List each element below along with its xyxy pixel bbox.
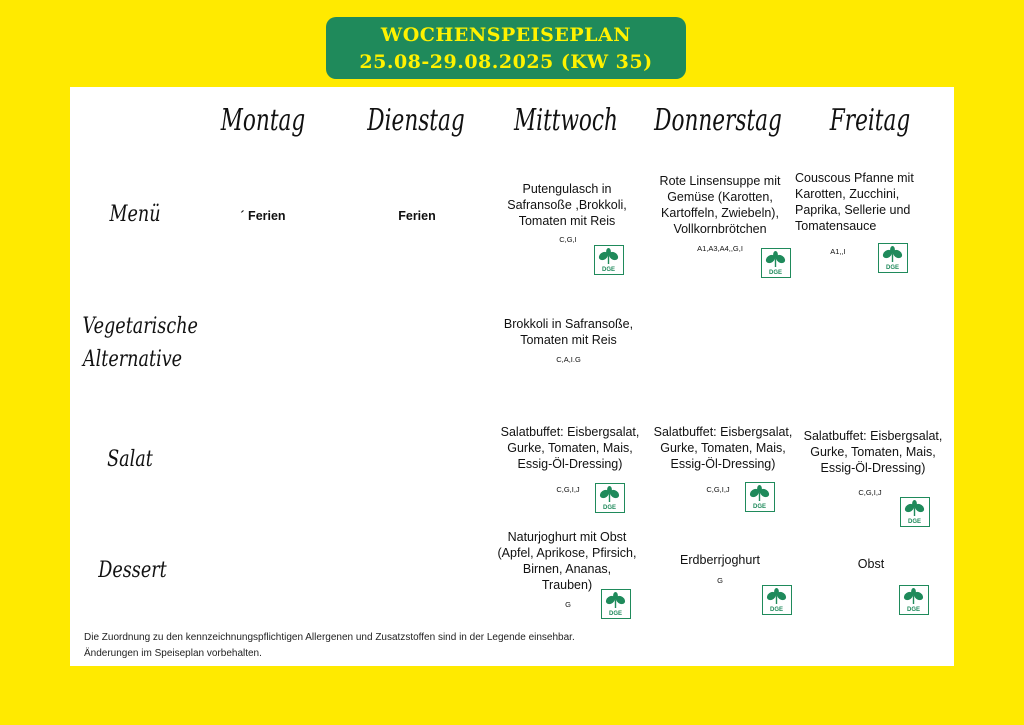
day-header-montag: Montag (220, 103, 306, 138)
salat-freitag: Salatbuffet: Eisbergsalat, Gurke, Tomaten, Mais, Essig-Öl-Dressing) (803, 429, 943, 475)
menu-freitag: Couscous Pfanne mit Karotten, Zucchini, Paprika, Sellerie und Tomatensauce (795, 171, 914, 233)
salat-mittwoch-allergens: C,G,I,J (556, 485, 580, 494)
day-header-donnerstag: Donnerstag (654, 103, 782, 138)
svg-text:DGE: DGE (907, 519, 922, 525)
allergen-note: Die Zuordnung zu den kennzeichnungspflichtigen Allergenen und Zusatzstoffen sind in der Legende einsehbar. (84, 632, 575, 643)
day-header-dienstag: Dienstag (367, 103, 465, 138)
dessert-mittwoch: Naturjoghurt mit Obst (Apfel, Aprikose, Pfirsich, Birnen, Ananas, Trauben) (497, 530, 637, 592)
svg-text:DGE: DGE (885, 265, 900, 271)
day-header-mittwoch: Mittwoch (514, 103, 618, 138)
dge-logo-icon (595, 483, 625, 513)
dge-logo-icon (762, 585, 792, 615)
dessert-donnerstag-allergens: G (717, 576, 723, 585)
salat-freitag-allergens: C,G,I,J (858, 488, 882, 497)
day-header-freitag: Freitag (829, 103, 911, 138)
row-label-salat: Salat (107, 447, 153, 472)
row-label-dessert: Dessert (98, 558, 167, 583)
dge-logo-icon (761, 248, 791, 278)
menu-dienstag: Ferien (398, 209, 436, 223)
row-label-alternative: Alternative (82, 347, 183, 372)
menu-donnerstag: Rote Linsensuppe mit Gemüse (Karotten, Kartoffeln, Zwiebeln), Vollkornbrötchen (659, 174, 781, 236)
row-label-menu: Menü (109, 202, 161, 227)
dge-logo-icon (900, 497, 930, 527)
menu-freitag-allergens: A1,,I (830, 247, 846, 256)
salat-donnerstag-allergens: C,G,I,J (706, 485, 730, 494)
page-title: WOCHENSPEISEPLAN (380, 24, 632, 46)
veg-mittwoch-allergens: C,A,I.G (556, 355, 581, 364)
menu-montag: ´ Ferien (240, 209, 286, 223)
menu-donnerstag-allergens: A1,A3,A4,,G,I (697, 244, 743, 253)
dge-logo-icon (601, 589, 631, 619)
svg-text:DGE: DGE (768, 270, 783, 276)
changes-note: Änderungen im Speiseplan vorbehalten. (84, 648, 262, 659)
dessert-mittwoch-allergens: G (565, 600, 571, 609)
salat-donnerstag: Salatbuffet: Eisbergsalat, Gurke, Tomaten, Mais, Essig-Öl-Dressing) (653, 425, 793, 471)
svg-text:DGE: DGE (752, 504, 767, 510)
dessert-donnerstag: Erdberrjoghurt (680, 553, 760, 567)
week-dates: 25.08-29.08.2025 (KW 35) (359, 51, 653, 73)
svg-text:DGE: DGE (608, 611, 623, 617)
svg-text:DGE: DGE (602, 505, 617, 511)
svg-text:DGE: DGE (769, 607, 784, 613)
dge-logo-icon (878, 243, 908, 273)
dge-logo-icon (899, 585, 929, 615)
svg-text:DGE: DGE (906, 607, 921, 613)
dge-logo-icon (594, 245, 624, 275)
dessert-freitag: Obst (857, 557, 885, 571)
dge-logo-icon (745, 482, 775, 512)
veg-mittwoch: Brokkoli in Safransoße, Tomaten mit Reis (503, 317, 634, 347)
title-banner (326, 17, 686, 79)
svg-text:DGE: DGE (601, 267, 616, 273)
menu-panel (70, 87, 954, 666)
row-label-vegetarische: Vegetarische (82, 314, 198, 339)
salat-mittwoch: Salatbuffet: Eisbergsalat, Gurke, Tomaten, Mais, Essig-Öl-Dressing) (500, 425, 640, 471)
menu-mittwoch-allergens: C,G,I (559, 235, 577, 244)
menu-mittwoch: Putengulasch in Safransoße ,Brokkoli, Tomaten mit Reis (507, 182, 627, 228)
